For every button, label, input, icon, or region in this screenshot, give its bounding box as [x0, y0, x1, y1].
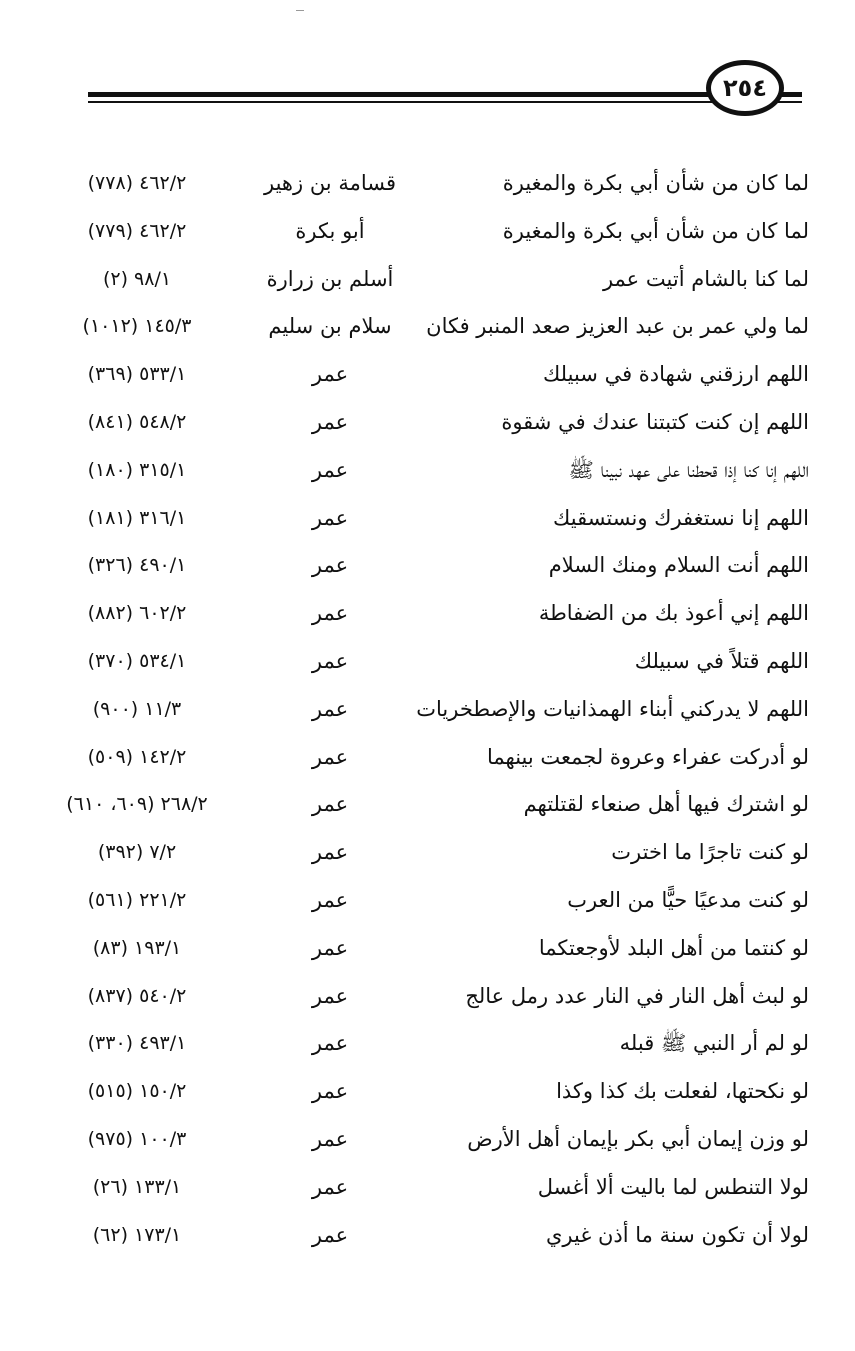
entry-reference: ٥٤٨/٢ (٨٤١) [87, 410, 187, 433]
page-header [88, 60, 808, 130]
entry-text: لو اشترك فيها أهل صنعاء لقتلتهم [523, 792, 809, 817]
entry-reference: ٣١٦/١ (١٨١) [87, 506, 187, 529]
entry-narrator: قسامة بن زهير [264, 171, 396, 195]
entry-text: لما ولي عمر بن عبد العزيز صعد المنبر فكان [426, 314, 809, 339]
entry-text: لما كان من شأن أبي بكرة والمغيرة [502, 171, 809, 195]
index-row [0, 1212, 855, 1260]
header-rule-right-thin [778, 101, 802, 103]
entry-narrator: عمر [311, 1174, 349, 1199]
entry-text: لو وزن إيمان أبي بكر بإيمان أهل الأرض [467, 1126, 809, 1151]
entry-text: لو أدركت عفراء وعروة لجمعت بينهما [486, 744, 809, 769]
entry-text: لما كان من شأن أبي بكرة والمغيرة [502, 218, 809, 243]
entry-text: لولا أن تكون سنة ما أذن غيري [545, 1222, 809, 1247]
entry-narrator: عمر [311, 1126, 349, 1151]
entry-reference: ١٩٣/١ (٨٣) [92, 936, 182, 959]
entry-text: لو نكحتها، لفعلت بك كذا وكذا [556, 1079, 809, 1104]
page-number-oval [706, 60, 784, 116]
index-row [0, 160, 855, 208]
entry-narrator: عمر [311, 935, 349, 960]
index-row [0, 829, 855, 877]
entry-reference: ٩٨/١ (٢) [102, 267, 172, 290]
entry-reference: ٧/٢ (٣٩٢) [97, 841, 177, 864]
entry-narrator: أسلم بن زرارة [266, 266, 394, 291]
index-row [0, 734, 855, 782]
entry-text: لو كنتما من أهل البلد لأوجعتكما [538, 935, 809, 960]
entry-reference: ١٧٣/١ (٦٢) [92, 1223, 182, 1246]
index-row [0, 973, 855, 1021]
entry-narrator: عمر [311, 505, 349, 530]
index-row [0, 447, 855, 495]
entry-reference: ٣١٥/١ (١٨٠) [87, 458, 187, 481]
entry-reference: ١٤٥/٣ (١٠١٢) [82, 315, 192, 338]
entry-reference: ٢٢١/٢ (٥٦١) [87, 888, 187, 911]
entry-narrator: عمر [311, 553, 349, 578]
scan-mark [296, 10, 304, 11]
entry-reference: ١٤٢/٢ (٥٠٩) [87, 745, 187, 768]
entry-reference: ٢٦٨/٢ (٦٠٩، ٦١٠) [66, 793, 208, 816]
entry-reference: ٥٣٤/١ (٣٧٠) [87, 649, 187, 672]
entry-narrator: عمر [311, 792, 349, 817]
entry-text: اللهم ارزقني شهادة في سبيلك [542, 362, 809, 387]
entry-reference: ٤٦٢/٢ (٧٧٨) [87, 172, 187, 194]
entry-narrator: عمر [311, 362, 349, 387]
entry-reference: ٤٩٣/١ (٣٣٠) [87, 1032, 187, 1055]
entry-text: لو لم أر النبي ﷺ قبله [619, 1031, 809, 1056]
index-row [0, 351, 855, 399]
entry-narrator: عمر [311, 840, 349, 865]
entry-text: اللهم لا يدركني أبناء الهمذانيات والإصطخريات [416, 696, 809, 721]
entry-narrator: عمر [311, 1222, 349, 1247]
entry-narrator: عمر [311, 744, 349, 769]
entry-reference: ١١/٣ (٩٠٠) [92, 697, 182, 720]
entry-text: اللهم إني أعوذ بك من الضفاطة [538, 601, 809, 626]
index-row [0, 399, 855, 447]
entry-narrator: عمر [311, 409, 349, 434]
entry-narrator: سلام بن سليم [268, 314, 392, 339]
entry-reference: ٥٣٣/١ (٣٦٩) [87, 363, 187, 386]
index-entries [0, 160, 855, 1259]
index-row [0, 1020, 855, 1068]
header-rule-thick [88, 92, 713, 97]
entry-text: لو كنت مدعيًا حيًّا من العرب [567, 887, 809, 912]
entry-narrator: عمر [311, 983, 349, 1008]
entry-narrator: عمر [311, 887, 349, 912]
index-row [0, 781, 855, 829]
entry-text: لو كنت تاجرًا ما اخترت [611, 840, 809, 865]
index-row [0, 686, 855, 734]
entry-reference: ١٣٣/١ (٢٦) [92, 1175, 182, 1198]
entry-reference: ١٥٠/٢ (٥١٥) [87, 1080, 187, 1103]
entry-text: لولا التنطس لما باليت ألا أغسل [537, 1174, 809, 1199]
index-row [0, 877, 855, 925]
entry-narrator: عمر [311, 696, 349, 721]
index-row [0, 1068, 855, 1116]
entry-narrator: عمر [311, 601, 349, 626]
page-number: ٢٥٤ [723, 74, 767, 102]
index-row [0, 208, 855, 256]
entry-reference: ٥٤٠/٢ (٨٣٧) [87, 984, 187, 1007]
header-rule-thin [88, 101, 713, 103]
entry-text: لو لبث أهل النار في النار عدد رمل عالج [465, 983, 809, 1008]
entry-text: اللهم إن كنت كتبتنا عندك في شقوة [501, 409, 809, 434]
index-row [0, 303, 855, 351]
index-row [0, 1116, 855, 1164]
entry-reference: ٤٦٢/٢ (٧٧٩) [87, 219, 187, 242]
entry-reference: ٦٠٢/٢ (٨٨٢) [87, 602, 187, 625]
entry-narrator: عمر [311, 648, 349, 673]
entry-text: اللهم أنت السلام ومنك السلام [548, 553, 809, 578]
index-row [0, 1164, 855, 1212]
entry-text: اللهم قتلاً في سبيلك [634, 648, 809, 673]
entry-text: اللهم إنا كنا إذا قحطنا على عهد نبينا ﷺ [568, 457, 809, 482]
entry-narrator: عمر [311, 1079, 349, 1104]
entry-reference: ١٠٠/٣ (٩٧٥) [87, 1127, 187, 1150]
entry-text: اللهم إنا نستغفرك ونستسقيك [553, 505, 809, 530]
index-row [0, 925, 855, 973]
entry-narrator: عمر [311, 457, 349, 482]
index-row [0, 542, 855, 590]
entry-reference: ٤٩٠/١ (٣٢٦) [87, 554, 187, 577]
index-row [0, 256, 855, 304]
entry-narrator: أبو بكرة [295, 218, 365, 243]
index-row [0, 638, 855, 686]
index-row [0, 495, 855, 543]
entry-text: لما كنا بالشام أتيت عمر [602, 266, 809, 291]
entry-narrator: عمر [311, 1031, 349, 1056]
index-row [0, 590, 855, 638]
